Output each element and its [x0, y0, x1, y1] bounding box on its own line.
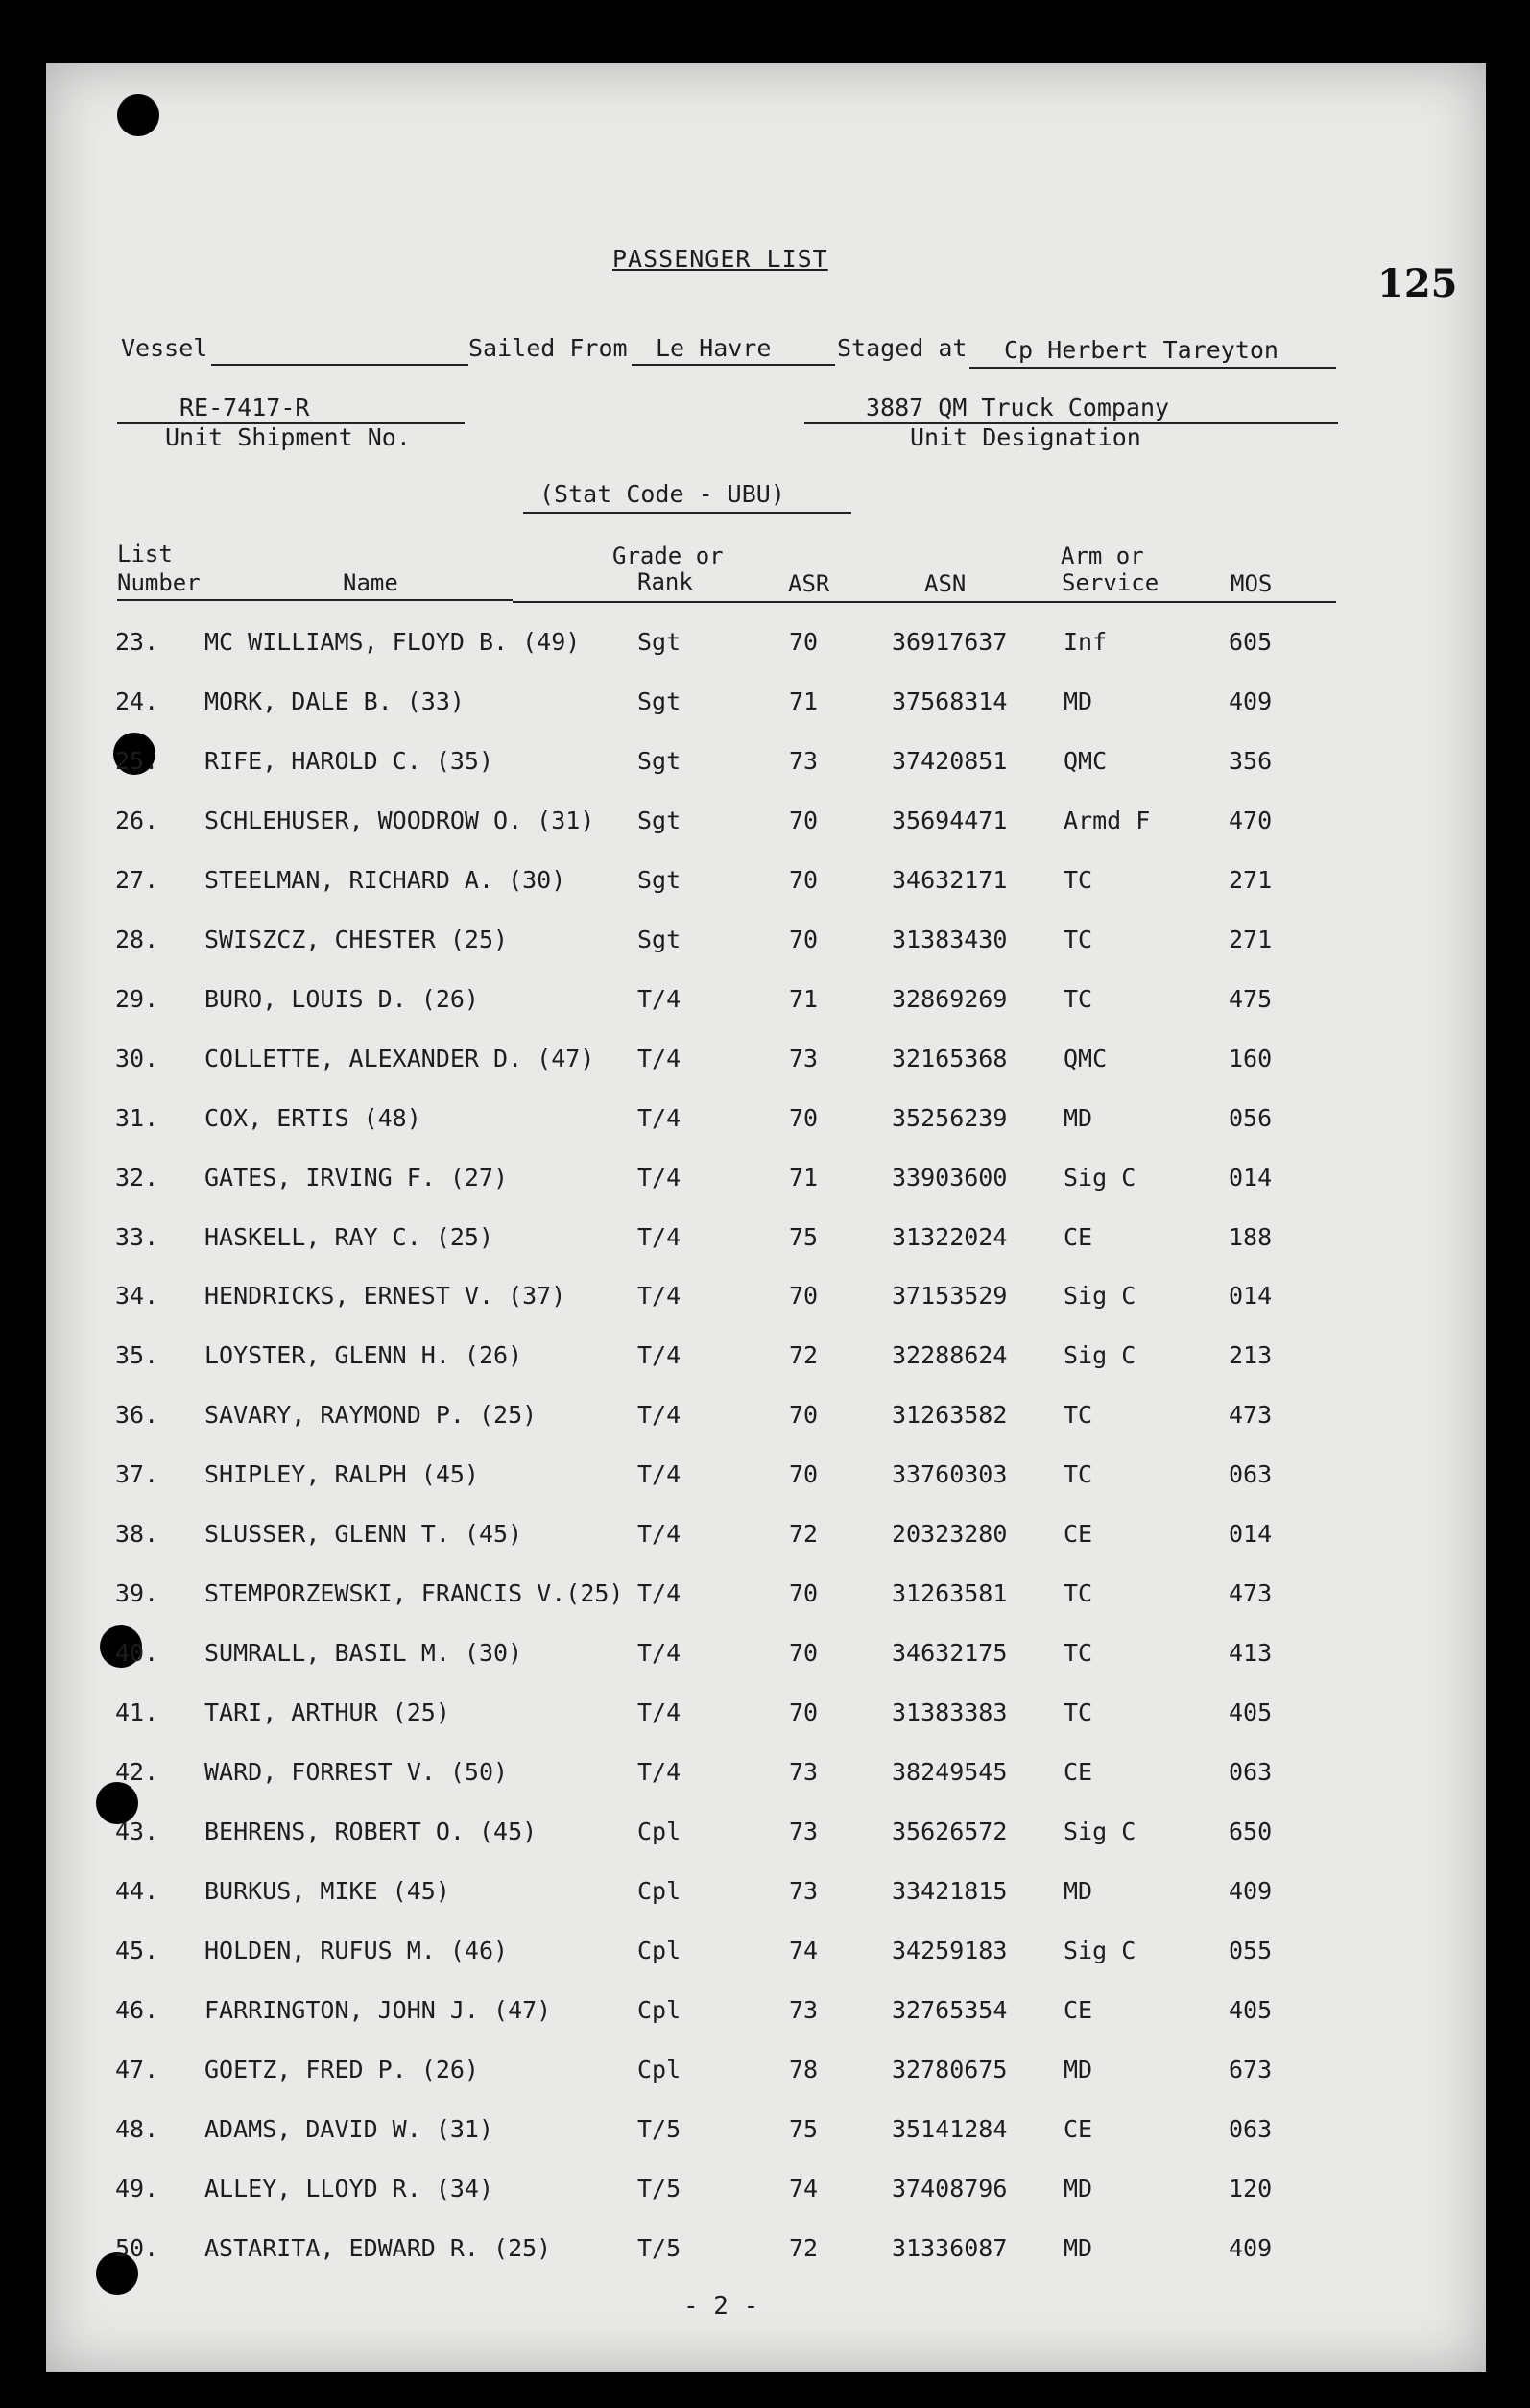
asn-cell: 32780675: [892, 2055, 1008, 2083]
col-grade-line2: Rank: [637, 568, 693, 595]
list-number-cell: 48.: [115, 2114, 159, 2143]
asr-cell: 70: [789, 1401, 819, 1430]
unit-shipment-no-label: Unit Shipment No.: [165, 423, 411, 451]
table-row: [0, 1996, 1530, 2035]
asr-cell: 70: [789, 1579, 819, 1608]
page-number: 125: [1377, 261, 1458, 306]
asr-cell: 70: [789, 628, 819, 656]
mos-cell: 055: [1229, 1936, 1273, 1964]
arm-or-service-cell: MD: [1064, 686, 1093, 715]
asn-cell: 37568314: [892, 686, 1008, 715]
table-row: [0, 1698, 1530, 1737]
mos-cell: 673: [1229, 2055, 1273, 2083]
asr-cell: 70: [789, 806, 819, 834]
table-row: [0, 985, 1530, 1023]
grade-cell: T/4: [637, 1520, 681, 1549]
col-arm-line2: Service: [1062, 569, 1159, 596]
table-row: [0, 1045, 1530, 1083]
asr-cell: 70: [789, 1103, 819, 1132]
grade-cell: T/4: [637, 1401, 681, 1430]
mos-cell: 475: [1229, 984, 1273, 1013]
sailed-from-label: Sailed From: [468, 334, 628, 362]
passenger-name-cell: WARD, FORREST V. (50): [204, 1758, 509, 1787]
asr-cell: 72: [789, 1520, 819, 1549]
col-mos: MOS: [1231, 570, 1273, 597]
passenger-name-cell: BEHRENS, ROBERT O. (45): [204, 1818, 538, 1845]
passenger-name-cell: ASTARITA, EDWARD R. (25): [204, 2233, 552, 2262]
list-number-cell: 50.: [115, 2233, 159, 2262]
col-grade-line1: Grade or: [612, 542, 724, 569]
asr-cell: 70: [789, 1282, 819, 1311]
passenger-name-cell: MC WILLIAMS, FLOYD B. (49): [204, 628, 581, 656]
arm-or-service-cell: TC: [1064, 865, 1093, 894]
grade-cell: T/4: [637, 1758, 681, 1787]
asr-cell: 73: [789, 1044, 819, 1072]
asn-cell: 37408796: [892, 2174, 1008, 2203]
stat-code: (Stat Code - UBU): [539, 480, 785, 508]
arm-or-service-cell: CE: [1064, 1222, 1093, 1251]
passenger-name-cell: STEMPORZEWSKI, FRANCIS V.(25): [204, 1579, 624, 1608]
arm-or-service-cell: TC: [1064, 1698, 1093, 1727]
table-row: [0, 1639, 1530, 1677]
list-number-cell: 35.: [115, 1341, 159, 1370]
arm-or-service-cell: MD: [1064, 2174, 1093, 2203]
asn-cell: 37153529: [892, 1282, 1008, 1311]
list-number-cell: 27.: [115, 865, 159, 894]
asr-cell: 71: [789, 1163, 819, 1192]
table-row: [0, 926, 1530, 964]
mos-cell: 650: [1229, 1818, 1273, 1845]
mos-cell: 470: [1229, 806, 1273, 834]
table-row: [0, 1579, 1530, 1618]
vessel-underline: [211, 364, 468, 366]
list-number-cell: 32.: [115, 1163, 159, 1192]
grade-cell: T/4: [637, 1282, 681, 1311]
list-number-cell: 31.: [115, 1103, 159, 1132]
arm-or-service-cell: CE: [1064, 2114, 1093, 2143]
vessel-label: Vessel: [121, 334, 208, 362]
list-number-cell: 46.: [115, 1995, 159, 2024]
grade-cell: Cpl: [637, 1818, 681, 1845]
mos-cell: 160: [1229, 1044, 1273, 1072]
col-asr: ASR: [788, 570, 830, 597]
asr-cell: 70: [789, 925, 819, 953]
list-number-cell: 30.: [115, 1044, 159, 1072]
mos-cell: 413: [1229, 1639, 1273, 1668]
list-number-cell: 38.: [115, 1520, 159, 1549]
table-row: [0, 747, 1530, 785]
list-number-cell: 44.: [115, 1876, 159, 1905]
asn-cell: 35256239: [892, 1103, 1008, 1132]
grade-cell: Sgt: [637, 746, 681, 775]
mos-cell: 063: [1229, 2114, 1273, 2143]
grade-cell: T/4: [637, 984, 681, 1013]
passenger-name-cell: COLLETTE, ALEXANDER D. (47): [204, 1044, 595, 1072]
mos-cell: 014: [1229, 1282, 1273, 1311]
mos-cell: 356: [1229, 746, 1273, 775]
list-number-cell: 26.: [115, 806, 159, 834]
arm-or-service-cell: TC: [1064, 1401, 1093, 1430]
passenger-name-cell: ADAMS, DAVID W. (31): [204, 2114, 494, 2143]
col-list-number-line2: Number: [117, 569, 201, 596]
passenger-name-cell: COX, ERTIS (48): [204, 1103, 421, 1132]
grade-cell: T/5: [637, 2233, 681, 2262]
mos-cell: 120: [1229, 2174, 1273, 2203]
grade-cell: T/4: [637, 1103, 681, 1132]
asr-cell: 70: [789, 1698, 819, 1727]
asr-cell: 72: [789, 1341, 819, 1370]
passenger-name-cell: SWISZCZ, CHESTER (25): [204, 925, 509, 953]
arm-or-service-cell: MD: [1064, 1103, 1093, 1132]
arm-or-service-cell: Sig C: [1064, 1341, 1136, 1370]
mos-cell: 409: [1229, 686, 1273, 715]
passenger-name-cell: RIFE, HAROLD C. (35): [204, 746, 494, 775]
mos-cell: 405: [1229, 1698, 1273, 1727]
arm-or-service-cell: Sig C: [1064, 1818, 1136, 1845]
table-row: [0, 2056, 1530, 2094]
header-underline-left: [117, 599, 513, 601]
grade-cell: Sgt: [637, 925, 681, 953]
asn-cell: 32869269: [892, 984, 1008, 1013]
arm-or-service-cell: Inf: [1064, 628, 1108, 656]
table-row: [0, 1104, 1530, 1143]
passenger-name-cell: TARI, ARTHUR (25): [204, 1698, 450, 1727]
grade-cell: T/4: [637, 1222, 681, 1251]
col-asn: ASN: [924, 570, 967, 597]
sailed-from-underline: [632, 364, 835, 366]
staged-at-label: Staged at: [837, 334, 968, 362]
grade-cell: Sgt: [637, 806, 681, 834]
passenger-name-cell: HOLDEN, RUFUS M. (46): [204, 1936, 509, 1964]
unit-shipment-no-value: RE-7417-R: [179, 394, 310, 421]
passenger-name-cell: SLUSSER, GLENN T. (45): [204, 1520, 523, 1549]
passenger-name-cell: GOETZ, FRED P. (26): [204, 2055, 479, 2083]
asr-cell: 70: [789, 1639, 819, 1668]
arm-or-service-cell: CE: [1064, 1758, 1093, 1787]
list-number-cell: 43.: [115, 1818, 159, 1845]
stat-code-underline: [523, 512, 851, 514]
asn-cell: 38249545: [892, 1758, 1008, 1787]
asn-cell: 34259183: [892, 1936, 1008, 1964]
passenger-name-cell: GATES, IRVING F. (27): [204, 1163, 509, 1192]
grade-cell: Sgt: [637, 686, 681, 715]
table-row: [0, 1460, 1530, 1499]
table-row: [0, 866, 1530, 904]
grade-cell: Cpl: [637, 2055, 681, 2083]
table-row: [0, 1877, 1530, 1915]
list-number-cell: 23.: [115, 628, 159, 656]
table-row: [0, 1164, 1530, 1202]
header-underline-right: [513, 601, 1336, 603]
asr-cell: 71: [789, 686, 819, 715]
passenger-name-cell: ALLEY, LLOYD R. (34): [204, 2174, 494, 2203]
asn-cell: 34632175: [892, 1639, 1008, 1668]
col-arm-line1: Arm or: [1061, 542, 1144, 569]
unit-designation-value: 3887 QM Truck Company: [866, 394, 1170, 421]
arm-or-service-cell: Armd F: [1064, 806, 1151, 834]
staged-at-value: Cp Herbert Tareyton: [1004, 336, 1279, 364]
list-number-cell: 40.: [115, 1639, 159, 1668]
asn-cell: 36917637: [892, 628, 1008, 656]
page-title: PASSENGER LIST: [612, 245, 828, 273]
list-number-cell: 47.: [115, 2055, 159, 2083]
grade-cell: Cpl: [637, 1995, 681, 2024]
mos-cell: 473: [1229, 1579, 1273, 1608]
passenger-name-cell: MORK, DALE B. (33): [204, 686, 465, 715]
asr-cell: 73: [789, 1758, 819, 1787]
arm-or-service-cell: TC: [1064, 1460, 1093, 1489]
passenger-name-cell: BURO, LOUIS D. (26): [204, 984, 479, 1013]
grade-cell: Cpl: [637, 1876, 681, 1905]
arm-or-service-cell: TC: [1064, 984, 1093, 1013]
asn-cell: 35694471: [892, 806, 1008, 834]
arm-or-service-cell: TC: [1064, 925, 1093, 953]
arm-or-service-cell: CE: [1064, 1520, 1093, 1549]
table-row: [0, 1937, 1530, 1975]
asr-cell: 74: [789, 1936, 819, 1964]
mos-cell: 213: [1229, 1341, 1273, 1370]
table-row: [0, 1223, 1530, 1262]
table-row: [0, 687, 1530, 726]
grade-cell: T/5: [637, 2174, 681, 2203]
asn-cell: 31336087: [892, 2233, 1008, 2262]
list-number-cell: 25.: [115, 746, 159, 775]
list-number-cell: 45.: [115, 1936, 159, 1964]
asn-cell: 35626572: [892, 1818, 1008, 1845]
list-number-cell: 41.: [115, 1698, 159, 1727]
punch-hole: [117, 94, 159, 136]
arm-or-service-cell: TC: [1064, 1639, 1093, 1668]
grade-cell: T/4: [637, 1044, 681, 1072]
arm-or-service-cell: Sig C: [1064, 1936, 1136, 1964]
col-list-number-line1: List: [117, 541, 173, 567]
mos-cell: 056: [1229, 1103, 1273, 1132]
mos-cell: 014: [1229, 1163, 1273, 1192]
grade-cell: T/4: [637, 1460, 681, 1489]
grade-cell: T/5: [637, 2114, 681, 2143]
asr-cell: 73: [789, 1995, 819, 2024]
grade-cell: T/4: [637, 1639, 681, 1668]
asn-cell: 33421815: [892, 1876, 1008, 1905]
mos-cell: 473: [1229, 1401, 1273, 1430]
arm-or-service-cell: CE: [1064, 1995, 1093, 2024]
passenger-name-cell: SUMRALL, BASIL M. (30): [204, 1639, 523, 1668]
table-row: [0, 1758, 1530, 1796]
staged-at-underline: [969, 367, 1336, 369]
asn-cell: 33760303: [892, 1460, 1008, 1489]
mos-cell: 405: [1229, 1995, 1273, 2024]
asn-cell: 31263581: [892, 1579, 1008, 1608]
asn-cell: 37420851: [892, 746, 1008, 775]
asr-cell: 73: [789, 746, 819, 775]
arm-or-service-cell: QMC: [1064, 1044, 1108, 1072]
passenger-name-cell: HASKELL, RAY C. (25): [204, 1222, 494, 1251]
list-number-cell: 37.: [115, 1460, 159, 1489]
arm-or-service-cell: MD: [1064, 1876, 1093, 1905]
col-name: Name: [343, 569, 398, 596]
grade-cell: Sgt: [637, 865, 681, 894]
list-number-cell: 29.: [115, 984, 159, 1013]
asr-cell: 75: [789, 1222, 819, 1251]
grade-cell: T/4: [637, 1579, 681, 1608]
asr-cell: 74: [789, 2174, 819, 2203]
mos-cell: 271: [1229, 925, 1273, 953]
passenger-name-cell: STEELMAN, RICHARD A. (30): [204, 865, 566, 894]
arm-or-service-cell: TC: [1064, 1579, 1093, 1608]
passenger-name-cell: SCHLEHUSER, WOODROW O. (31): [204, 806, 595, 834]
mos-cell: 063: [1229, 1460, 1273, 1489]
mos-cell: 188: [1229, 1222, 1273, 1251]
arm-or-service-cell: Sig C: [1064, 1163, 1136, 1192]
asn-cell: 31383430: [892, 925, 1008, 953]
asr-cell: 78: [789, 2055, 819, 2083]
grade-cell: Cpl: [637, 1936, 681, 1964]
mos-cell: 014: [1229, 1520, 1273, 1549]
asr-cell: 75: [789, 2114, 819, 2143]
list-number-cell: 24.: [115, 686, 159, 715]
asn-cell: 32765354: [892, 1995, 1008, 2024]
mos-cell: 063: [1229, 1758, 1273, 1787]
asr-cell: 70: [789, 865, 819, 894]
passenger-name-cell: HENDRICKS, ERNEST V. (37): [204, 1282, 566, 1311]
table-row: [0, 1401, 1530, 1439]
passenger-name-cell: FARRINGTON, JOHN J. (47): [204, 1995, 552, 2024]
asn-cell: 31263582: [892, 1401, 1008, 1430]
arm-or-service-cell: Sig C: [1064, 1282, 1136, 1311]
mos-cell: 605: [1229, 628, 1273, 656]
arm-or-service-cell: MD: [1064, 2233, 1093, 2262]
asr-cell: 73: [789, 1818, 819, 1845]
asn-cell: 33903600: [892, 1163, 1008, 1192]
grade-cell: T/4: [637, 1698, 681, 1727]
mos-cell: 409: [1229, 1876, 1273, 1905]
table-row: [0, 1282, 1530, 1320]
asn-cell: 35141284: [892, 2114, 1008, 2143]
asn-cell: 32165368: [892, 1044, 1008, 1072]
table-row: [0, 2175, 1530, 2213]
asn-cell: 31383383: [892, 1698, 1008, 1727]
asr-cell: 70: [789, 1460, 819, 1489]
asr-cell: 73: [789, 1876, 819, 1905]
arm-or-service-cell: MD: [1064, 2055, 1093, 2083]
mos-cell: 409: [1229, 2233, 1273, 2262]
asn-cell: 20323280: [892, 1520, 1008, 1549]
asn-cell: 31322024: [892, 1222, 1008, 1251]
grade-cell: Sgt: [637, 628, 681, 656]
table-row: [0, 2234, 1530, 2273]
table-row: [0, 1341, 1530, 1380]
sailed-from-value: Le Havre: [656, 334, 772, 362]
list-number-cell: 36.: [115, 1401, 159, 1430]
asn-cell: 34632171: [892, 865, 1008, 894]
passenger-name-cell: BURKUS, MIKE (45): [204, 1876, 450, 1905]
asr-cell: 71: [789, 984, 819, 1013]
list-number-cell: 39.: [115, 1579, 159, 1608]
passenger-name-cell: SAVARY, RAYMOND P. (25): [204, 1401, 538, 1430]
table-row: [0, 807, 1530, 845]
list-number-cell: 42.: [115, 1758, 159, 1787]
list-number-cell: 49.: [115, 2174, 159, 2203]
list-number-cell: 33.: [115, 1222, 159, 1251]
passenger-name-cell: SHIPLEY, RALPH (45): [204, 1460, 479, 1489]
asr-cell: 72: [789, 2233, 819, 2262]
page-footer: - 2 -: [683, 2292, 759, 2321]
passenger-name-cell: LOYSTER, GLENN H. (26): [204, 1341, 523, 1370]
asn-cell: 32288624: [892, 1341, 1008, 1370]
mos-cell: 271: [1229, 865, 1273, 894]
unit-designation-label: Unit Designation: [910, 423, 1141, 451]
table-row: [0, 2115, 1530, 2154]
grade-cell: T/4: [637, 1163, 681, 1192]
grade-cell: T/4: [637, 1341, 681, 1370]
table-row: [0, 1520, 1530, 1558]
arm-or-service-cell: QMC: [1064, 746, 1108, 775]
list-number-cell: 34.: [115, 1282, 159, 1311]
list-number-cell: 28.: [115, 925, 159, 953]
table-row: [0, 628, 1530, 666]
table-row: [0, 1818, 1530, 1856]
